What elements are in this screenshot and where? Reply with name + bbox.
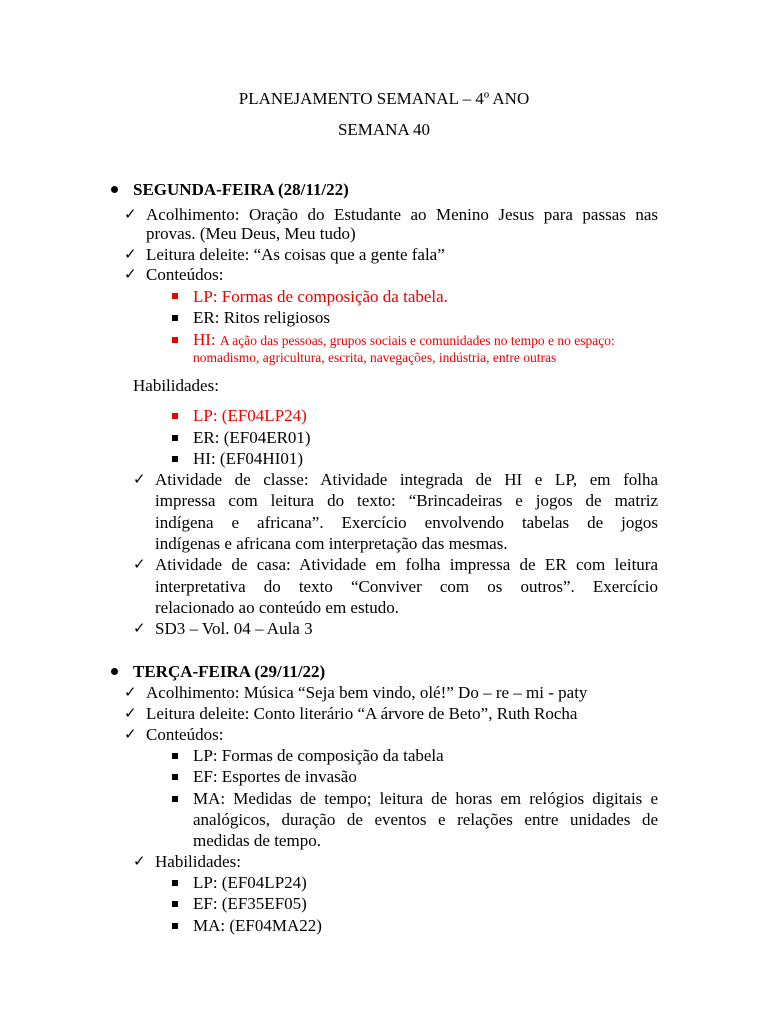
square-bullet-icon — [172, 337, 178, 343]
tuesday-habilidades-label: Habilidades: — [155, 852, 241, 871]
hi-text-line1: A ação das pessoas, grupos sociais e comunidades no tempo e no espaço: — [219, 333, 615, 348]
checkmark-icon: ✓ — [133, 852, 146, 870]
tuesday-leitura: Leitura deleite: Conto literário “A árvore de Beto”, Ruth Rocha — [146, 704, 578, 723]
square-bullet-icon — [172, 796, 178, 802]
monday-conteudos-label: Conteúdos: — [146, 265, 224, 284]
square-bullet-icon — [172, 923, 178, 929]
page-title: PLANEJAMENTO SEMANAL – 4º ANO — [238, 89, 530, 108]
tuesday-conteudos-label: Conteúdos: — [146, 725, 224, 744]
square-bullet-icon — [172, 413, 178, 419]
monday-acolhimento-line2: provas. (Meu Deus, Meu tudo) — [146, 224, 356, 243]
monday-classe-line1: Atividade de classe: Atividade integrada de HI e LP, em folha — [155, 470, 658, 489]
checkmark-icon: ✓ — [124, 265, 137, 283]
monday-hab-lp: LP: (EF04LP24) — [193, 406, 307, 425]
tuesday-hab-lp: LP: (EF04LP24) — [193, 873, 307, 892]
checkmark-icon: ✓ — [133, 619, 146, 637]
monday-hab-hi: HI: (EF04HI01) — [193, 449, 304, 468]
checkmark-icon: ✓ — [124, 683, 137, 701]
monday-casa-line2: interpretativa do texto “Conviver com os outros”. Exercício — [155, 577, 658, 596]
tuesday-hab-ef: EF: (EF35EF05) — [193, 894, 307, 913]
tuesday-conteudo-ma-line1: MA: Medidas de tempo; leitura de horas em relógios digitais e — [193, 789, 658, 808]
monday-leitura: Leitura deleite: “As coisas que a gente fala” — [146, 245, 445, 264]
square-bullet-icon — [172, 901, 178, 907]
square-bullet-icon — [172, 880, 178, 886]
week-label: SEMANA 40 — [337, 120, 431, 139]
checkmark-icon: ✓ — [124, 245, 137, 263]
square-bullet-icon — [172, 753, 178, 759]
checkmark-icon: ✓ — [124, 704, 137, 722]
tuesday-conteudo-ma-line2: analógicos, duração de eventos e relações entre unidades de — [193, 810, 658, 829]
monday-casa-line1: Atividade de casa: Atividade em folha impressa de ER com leitura — [155, 555, 658, 574]
monday-conteudo-er: ER: Ritos religiosos — [193, 308, 330, 327]
tuesday-heading: TERÇA-FEIRA (29/11/22) — [133, 662, 326, 681]
monday-conteudo-lp: LP: Formas de composição da tabela. — [193, 287, 448, 306]
monday-acolhimento-line1: Acolhimento: Oração do Estudante ao Menino Jesus para passas nas — [146, 205, 658, 224]
disc-bullet-icon — [111, 668, 118, 675]
square-bullet-icon — [172, 774, 178, 780]
checkmark-icon: ✓ — [133, 555, 146, 573]
square-bullet-icon — [172, 315, 178, 321]
square-bullet-icon — [172, 293, 178, 299]
monday-sd3: SD3 – Vol. 04 – Aula 3 — [155, 619, 313, 638]
tuesday-conteudo-lp: LP: Formas de composição da tabela — [193, 746, 444, 765]
checkmark-icon: ✓ — [133, 470, 146, 488]
monday-classe-line2: impressa com leitura do texto: “Brincadeiras e jogos de matriz — [155, 491, 658, 510]
square-bullet-icon — [172, 456, 178, 462]
monday-classe-line3: indígena e africana”. Exercício envolvendo tabelas de jogos — [155, 513, 658, 532]
monday-habilidades-label: Habilidades: — [133, 376, 219, 395]
monday-classe-line4: indígenas e africana com interpretação das mesmas. — [155, 534, 508, 553]
monday-heading: SEGUNDA-FEIRA (28/11/22) — [133, 180, 349, 199]
tuesday-acolhimento: Acolhimento: Música “Seja bem vindo, olé!” Do – re – mi - paty — [146, 683, 588, 702]
checkmark-icon: ✓ — [124, 205, 137, 223]
disc-bullet-icon — [111, 186, 118, 193]
monday-hab-er: ER: (EF04ER01) — [193, 428, 311, 447]
monday-casa-line3: relacionado ao conteúdo em estudo. — [155, 598, 400, 617]
hi-label: HI: — [193, 330, 216, 349]
square-bullet-icon — [172, 435, 178, 441]
tuesday-conteudo-ma-line3: medidas de tempo. — [193, 831, 321, 850]
tuesday-hab-ma: MA: (EF04MA22) — [193, 916, 322, 935]
checkmark-icon: ✓ — [124, 725, 137, 743]
hi-text-line2: nomadismo, agricultura, escrita, navegações, indústria, entre outras — [193, 350, 557, 365]
tuesday-conteudo-ef: EF: Esportes de invasão — [193, 767, 357, 786]
